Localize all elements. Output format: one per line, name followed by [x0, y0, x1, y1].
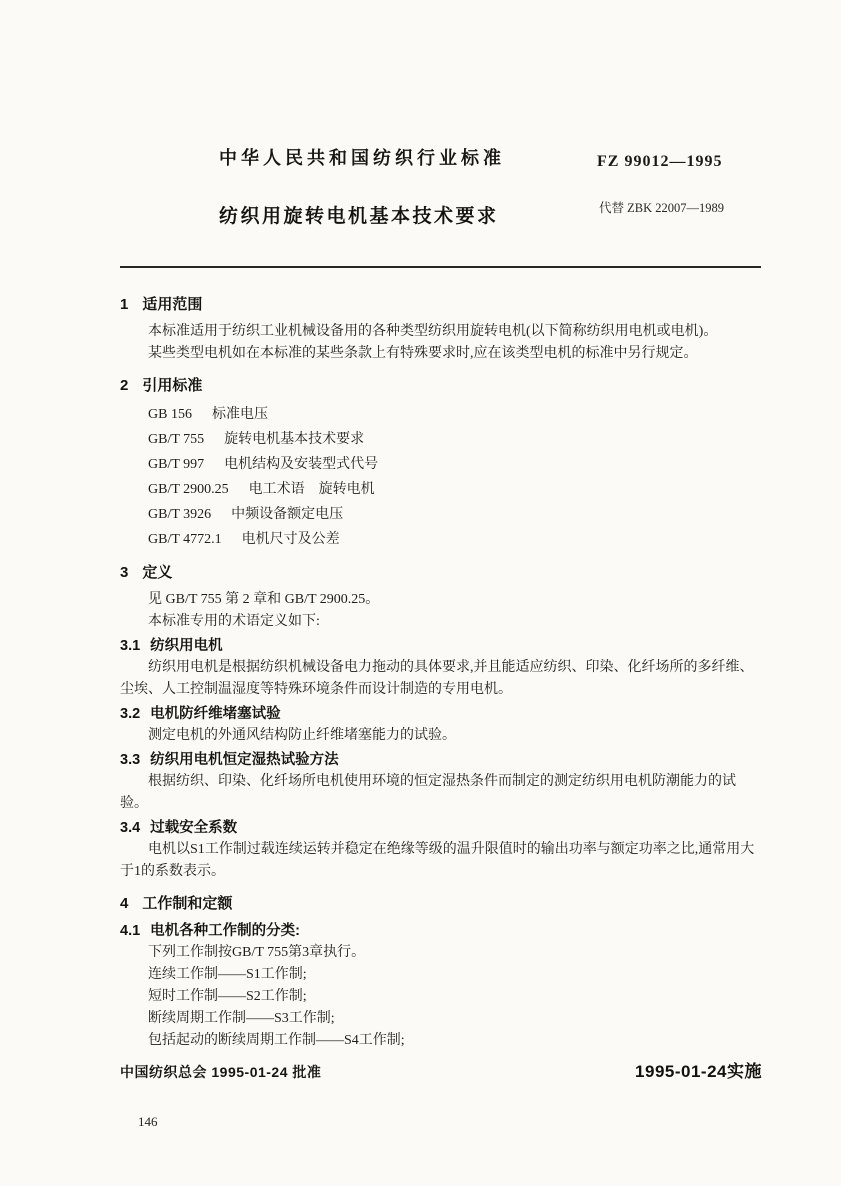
- page-number: 146: [138, 1114, 158, 1129]
- section-number: 2: [120, 377, 129, 394]
- paragraph: 本标准专用的术语定义如下:: [148, 614, 320, 629]
- section-duty-and-rating: [120, 893, 761, 1052]
- duty-line: 连续工作制——S1工作制;: [148, 967, 307, 982]
- duty-line: 下列工作制按GB/T 755第3章执行。: [148, 945, 366, 960]
- replaces-note: 代替 ZBK 22007—1989: [599, 201, 725, 215]
- section-number: 4: [120, 895, 129, 912]
- reference-code: GB/T 3926: [148, 507, 212, 522]
- paragraph: 根据纺织、印染、化纤场所电机使用环境的恒定湿热条件而制定的测定纺织用电机防潮能力的试验。: [120, 774, 736, 811]
- reference-name: 标准电压: [211, 407, 268, 422]
- clause-title: 电机各种工作制的分类:: [150, 923, 300, 939]
- clause-title: 纺织用电机: [150, 638, 223, 654]
- duty-line: 断续周期工作制——S3工作制;: [148, 1011, 335, 1026]
- clause-3-1: [120, 635, 761, 701]
- clause-title: 纺织用电机恒定湿热试验方法: [150, 752, 339, 768]
- reference-list: [148, 402, 761, 552]
- section-number: 1: [120, 296, 129, 313]
- clause-3-4: [120, 817, 761, 883]
- duty-line: 包括起动的断续周期工作制——S4工作制;: [148, 1033, 405, 1048]
- reference-item: [148, 427, 761, 452]
- standard-category: 中华人民共和国纺织行业标准: [219, 148, 505, 168]
- reference-name: 中频设备额定电压: [231, 507, 344, 522]
- paragraph: 测定电机的外通风结构防止纤维堵塞能力的试验。: [148, 728, 456, 743]
- section-scope: [120, 294, 761, 365]
- paragraph: 电机以S1工作制过载连续运转并稳定在绝缘等级的温升限值时的输出功率与额定功率之比,通常用大于1的系数表示。: [120, 842, 755, 879]
- reference-item: [148, 452, 761, 477]
- clause-heading: [120, 703, 761, 725]
- reference-code: GB 156: [148, 407, 192, 422]
- clause-number: 3.2: [120, 706, 141, 722]
- duty-line: 短时工作制——S2工作制;: [148, 989, 307, 1004]
- reference-name: 电机尺寸及公差: [241, 532, 340, 547]
- approval-note: 中国纺织总会 1995-01-24 批准: [120, 1064, 322, 1080]
- clause-number: 4.1: [120, 923, 141, 939]
- section-heading: [120, 893, 761, 915]
- section-title: 定义: [142, 564, 173, 581]
- paragraph: 某些类型电机如在本标准的某些条款上有特殊要求时,应在该类型电机的标准中另行规定。: [148, 346, 698, 361]
- reference-item: [148, 402, 761, 427]
- section-references: [120, 375, 761, 552]
- clause-title: 过载安全系数: [150, 820, 238, 836]
- clause-number: 3.1: [120, 638, 141, 654]
- document-body: [120, 294, 761, 1052]
- clause-heading: [120, 749, 761, 771]
- reference-code: GB/T 4772.1: [148, 532, 222, 547]
- reference-name: 电工术语 旋转电机: [248, 482, 375, 497]
- clause-3-2: [120, 703, 761, 747]
- reference-item: [148, 527, 761, 552]
- reference-item: [148, 477, 761, 502]
- paragraph: 本标准适用于纺织工业机械设备用的各种类型纺织用旋转电机(以下简称纺织用电机或电机)。: [148, 324, 718, 339]
- section-heading: [120, 562, 761, 584]
- section-title: 引用标准: [142, 377, 203, 394]
- clause-number: 3.4: [120, 820, 141, 836]
- clause-heading: [120, 635, 761, 657]
- clause-heading: [120, 817, 761, 839]
- clause-title: 电机防纤维堵塞试验: [150, 706, 281, 722]
- section-title: 适用范围: [142, 296, 203, 313]
- reference-item: [148, 502, 761, 527]
- document-header: [0, 0, 841, 294]
- clause-heading: [120, 920, 761, 942]
- clause-3-3: [120, 749, 761, 815]
- header-divider: [120, 266, 761, 268]
- implementation-date: 1995-01-24实施: [635, 1062, 762, 1081]
- clause-4-1: [120, 920, 761, 1052]
- reference-code: GB/T 755: [148, 432, 205, 447]
- section-heading: [120, 375, 761, 397]
- clause-number: 3.3: [120, 752, 141, 768]
- reference-code: GB/T 997: [148, 457, 205, 472]
- reference-name: 电机结构及安装型式代号: [224, 457, 379, 472]
- reference-code: GB/T 2900.25: [148, 482, 229, 497]
- paragraph: 见 GB/T 755 第 2 章和 GB/T 2900.25。: [148, 592, 380, 607]
- paragraph: 纺织用电机是根据纺织机械设备电力拖动的具体要求,并且能适应纺织、印染、化纤场所的多纤维、尘埃、人工控制温湿度等特殊环境条件而设计制造的专用电机。: [120, 660, 754, 697]
- section-title: 工作制和定额: [142, 895, 233, 912]
- section-number: 3: [120, 564, 129, 581]
- standard-number: FZ 99012—1995: [597, 153, 723, 170]
- document-title: 纺织用旋转电机基本技术要求: [219, 206, 499, 227]
- reference-name: 旋转电机基本技术要求: [224, 432, 365, 447]
- section-definitions: [120, 562, 761, 883]
- section-heading: [120, 294, 761, 316]
